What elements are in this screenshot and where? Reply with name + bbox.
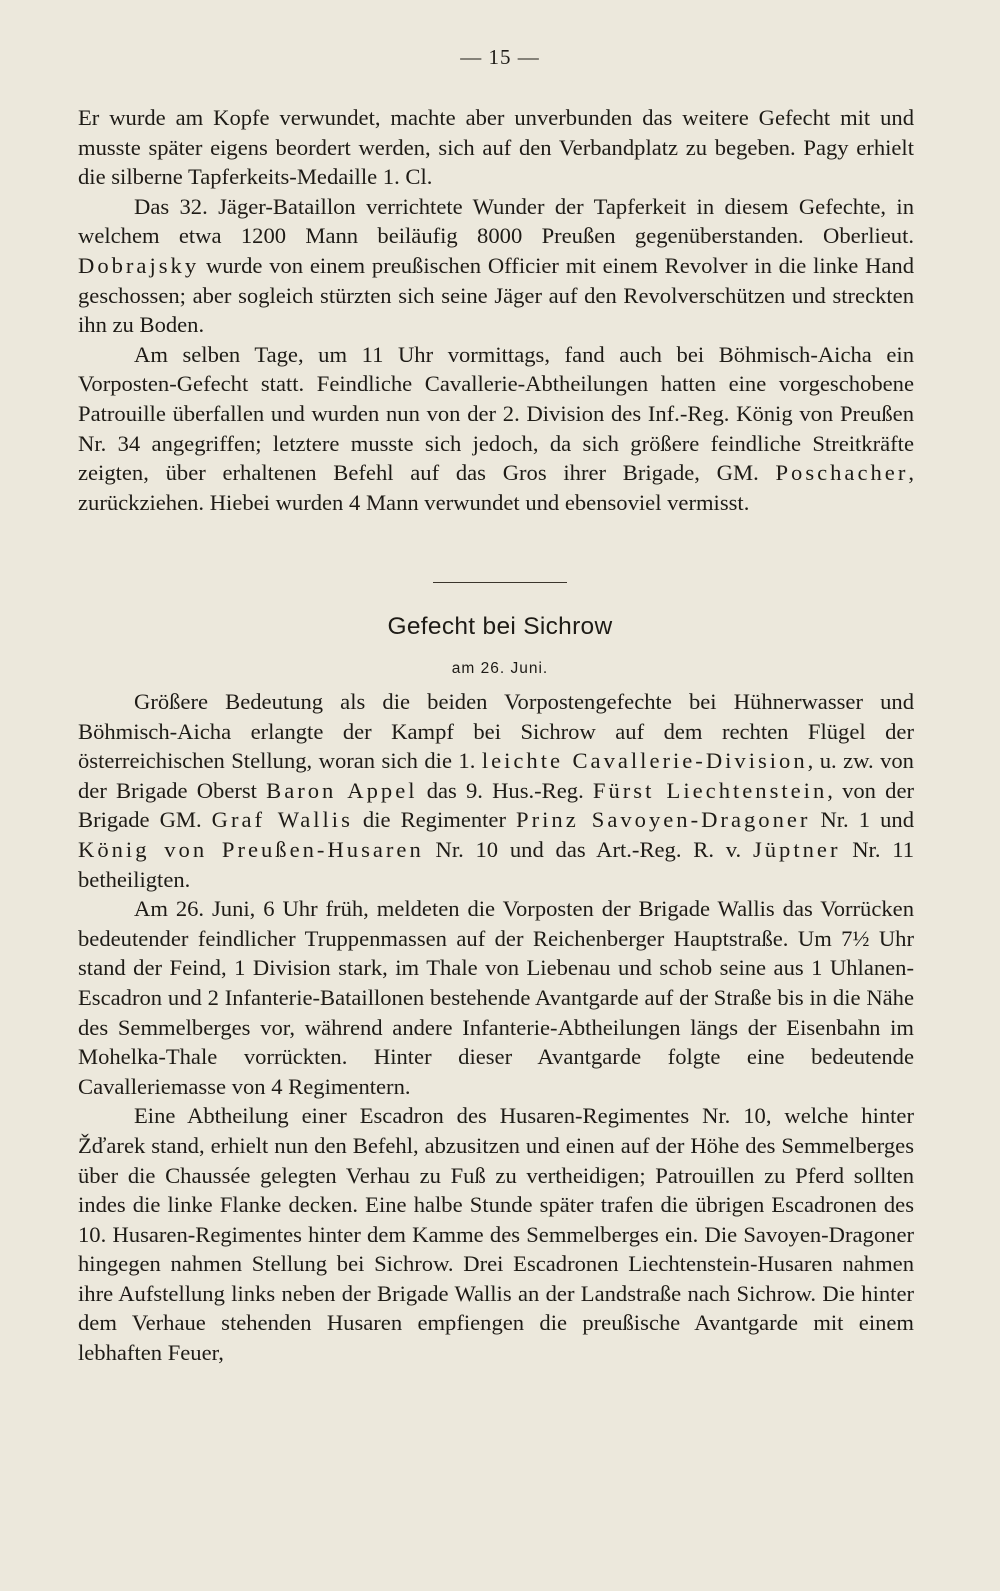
- text-run: Eine Abtheilung einer Escadron des Husaren-Regimentes Nr. 10, welche hinter Žďarek stand, erhielt nun den Befehl, abzusitzen und einen auf der Höhe des Semmelberges über die Chaussée gelegten Verhau zu Fuß zu vertheidigen; Patrouillen zu Pferd sollten indes die linke Flanke decken. Eine halbe Stunde später trafen die übrigen Escadronen des 10. Husaren-Regimentes hinter dem Kamme des Semmelberges ein. Die Savoyen-Dragoner hingegen nahmen Stellung bei Sichrow. Drei Escadronen Liechtenstein-Husaren nahmen ihre Aufstellung links neben der Brigade Wallis an der Landstraße nach Sichrow. Die hinter dem Verhaue stehenden Husaren empfiengen die preußische Avantgarde mit einem lebhaften Feuer,: [78, 1103, 914, 1366]
- emphasized-name: Graf Wallis: [211, 807, 353, 833]
- text-run: Nr. 11 betheiligten.: [78, 836, 915, 892]
- emphasized-name: Baron Appel: [266, 777, 418, 803]
- text-run: Am 26. Juni, 6 Uhr früh, meldeten die Vorposten der Brigade Wallis das Vorrücken bedeutender feindlicher Truppenmassen auf der Reichenberger Hauptstraße. Um 7½ Uhr stand der Feind, 1 Division stark, im Thale von Liebenau und schob seine aus 1 Uhlanen-Escadron und 2 Infanterie-Bataillonen bestehende Avantgarde auf der Straße bis in die Nähe des Semmelberges vor, während andere Infanterie-Abtheilungen längs der Eisenbahn im Mohelka-Thale vorrückten. Hinter dieser Avantgarde folgte eine bedeutende Cavalleriemasse von 4 Regimentern.: [78, 896, 914, 1099]
- page-number: — 15 —: [460, 45, 540, 69]
- text-run: Nr. 10 und das Art.-Reg. R. v.: [423, 836, 753, 862]
- section-divider: [433, 582, 567, 583]
- paragraph: [78, 192, 914, 340]
- emphasized-name: Fürst Liechtenstein: [592, 777, 828, 803]
- text-run: , von der Brigade GM.: [78, 777, 915, 833]
- emphasized-name: Prinz Savoyen-Dragoner: [516, 807, 811, 833]
- text-block-top: [78, 103, 914, 517]
- text-run: , u. zw. von der Brigade Oberst: [78, 748, 914, 803]
- text-run: , zurückziehen. Hiebei wurden 4 Mann verwundet und ebensoviel vermisst.: [78, 460, 914, 515]
- text-run: Größere Bedeutung als die beiden Vorpostengefechte bei Hühnerwasser und Böhmisch-Aicha erlangte der Kampf bei Sichrow auf dem rechten Flügel der österreichischen Stellung, woran sich die 1.: [78, 689, 914, 774]
- paragraph: [78, 103, 914, 192]
- text-run: Er wurde am Kopfe verwundet, machte aber unverbunden das weitere Gefecht mit und musste später eigens beordert werden, sich auf den Verbandplatz zu begeben. Pagy erhielt die silberne Tapferkeits-Medaille 1. Cl.: [78, 105, 914, 190]
- text-run: die Regimenter: [352, 807, 517, 833]
- emphasized-name: leichte Cavallerie-Division: [481, 748, 808, 774]
- text-run: Am selben Tage, um 11 Uhr vormittags, fand auch bei Böhmisch-Aicha ein Vorposten-Gefecht statt. Feindliche Cavallerie-Abtheilungen hatten eine vorgeschobene Patrouille überfallen und wurden nun von der 2. Division des Inf.-Reg. König von Preußen Nr. 34 angegriffen; letztere musste sich jedoch, da sich größere feindliche Streitkräfte zeigten, über erhaltenen Befehl auf das Gros ihrer Brigade, GM.: [78, 341, 914, 486]
- emphasized-name: Poschacher: [775, 460, 909, 486]
- text-run: wurde von einem preußischen Officier mit einem Revolver in die linke Hand geschossen; aber sogleich stürzten sich seine Jäger auf den Revolverschützen und streckten ihn zu Boden.: [78, 252, 914, 338]
- section-heading: Gefecht bei Sichrow: [387, 613, 613, 640]
- text-block-bottom: [78, 687, 914, 1368]
- paragraph: [78, 1101, 914, 1367]
- text-run: Das 32. Jäger-Bataillon verrichtete Wunder der Tapferkeit in diesem Gefechte, in welchem etwa 1200 Mann beiläufig 8000 Preußen gegenüberstanden. Oberlieut.: [78, 193, 914, 249]
- emphasized-name: Jüptner: [752, 836, 841, 862]
- text-run: Nr. 1 und: [810, 807, 914, 833]
- section-date: am 26. Juni.: [451, 660, 549, 677]
- paragraph: [78, 340, 914, 518]
- text-run: das 9. Hus.-Reg.: [417, 777, 593, 803]
- paragraph: [78, 687, 914, 894]
- emphasized-name: König von Preußen-Husaren: [78, 836, 424, 862]
- paragraph: [78, 894, 914, 1101]
- emphasized-name: Dobrajsky: [78, 252, 200, 278]
